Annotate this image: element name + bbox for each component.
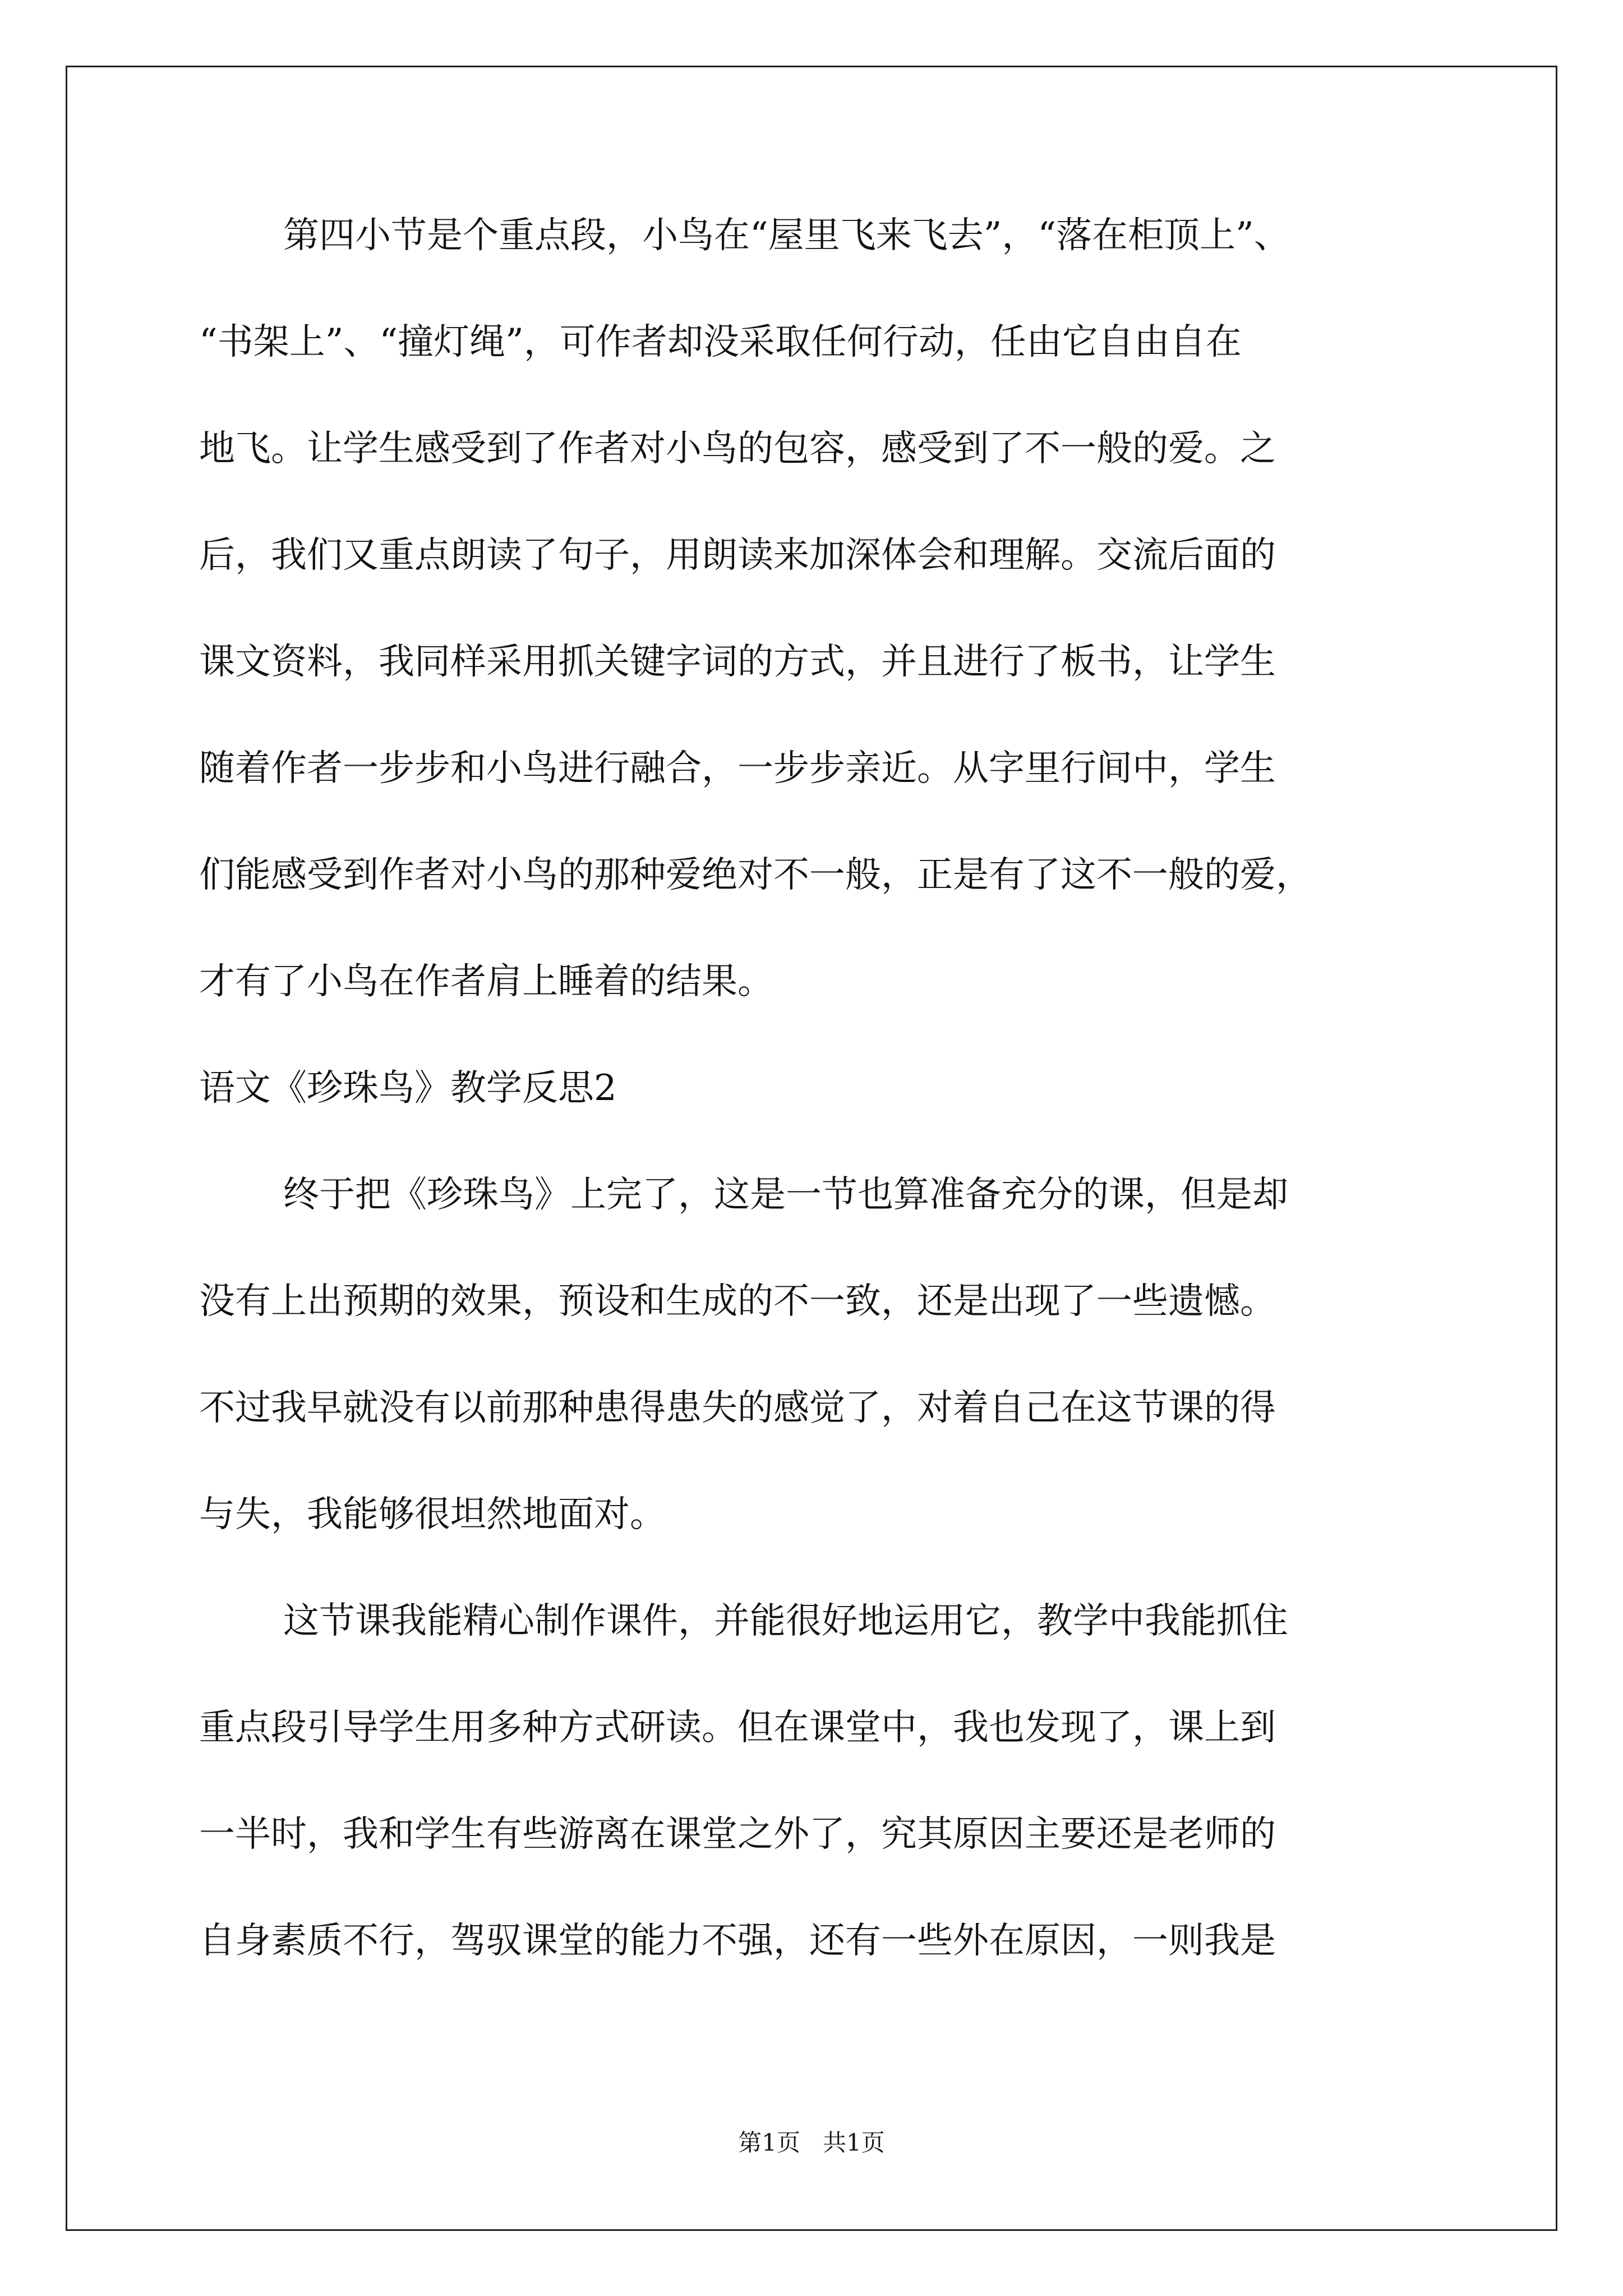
page-footer: 第1页 共1页 <box>738 2129 885 2156</box>
paragraph-1-line-2: “书架上”、“撞灯绳”，可作者却没采取任何行动，任由它自由自在 <box>199 321 1242 363</box>
paragraph-3-line-2: 重点段引导学生用多种方式研读。但在课堂中，我也发现了，课上到 <box>199 1707 1276 1749</box>
paragraph-2-line-3: 不过我早就没有以前那种患得患失的感觉了，对着自己在这节课的得 <box>199 1387 1276 1429</box>
paragraph-1-line-8: 才有了小鸟在作者肩上睡着的结果。 <box>199 961 773 1002</box>
paragraph-2-line-4: 与失，我能够很坦然地面对。 <box>199 1494 666 1535</box>
paragraph-1-line-4: 后，我们又重点朗读了句子，用朗读来加深体会和理解。交流后面的 <box>199 535 1276 576</box>
paragraph-3-line-4: 自身素质不行，驾驭课堂的能力不强，还有一些外在原因，一则我是 <box>199 1920 1276 1962</box>
page-border <box>66 66 1557 2231</box>
paragraph-1-line-6: 随着作者一步步和小鸟进行融合，一步步亲近。从字里行间中，学生 <box>199 748 1276 789</box>
paragraph-1-line-7: 们能感受到作者对小鸟的那种爱绝对不一般，正是有了这不一般的爱， <box>199 854 1312 896</box>
paragraph-1-line-1: 第四小节是个重点段，小鸟在“屋里飞来飞去”，“落在柜顶上”、 <box>283 215 1290 256</box>
paragraph-2-line-1: 终于把《珍珠鸟》上完了，这是一节也算准备充分的课，但是却 <box>283 1174 1288 1216</box>
paragraph-2-line-2: 没有上出预期的效果，预设和生成的不一致，还是出现了一些遗憾。 <box>199 1281 1276 1322</box>
paragraph-1-line-5: 课文资料，我同样采用抓关键字词的方式，并且进行了板书，让学生 <box>199 641 1276 683</box>
paragraph-3-line-3: 一半时，我和学生有些游离在课堂之外了，究其原因主要还是老师的 <box>199 1814 1276 1855</box>
paragraph-1-line-3: 地飞。让学生感受到了作者对小鸟的包容，感受到了不一般的爱。之 <box>199 428 1276 470</box>
section-heading: 语文《珍珠鸟》教学反思2 <box>199 1068 617 1109</box>
paragraph-3-line-1: 这节课我能精心制作课件，并能很好地运用它，教学中我能抓住 <box>283 1600 1288 1642</box>
